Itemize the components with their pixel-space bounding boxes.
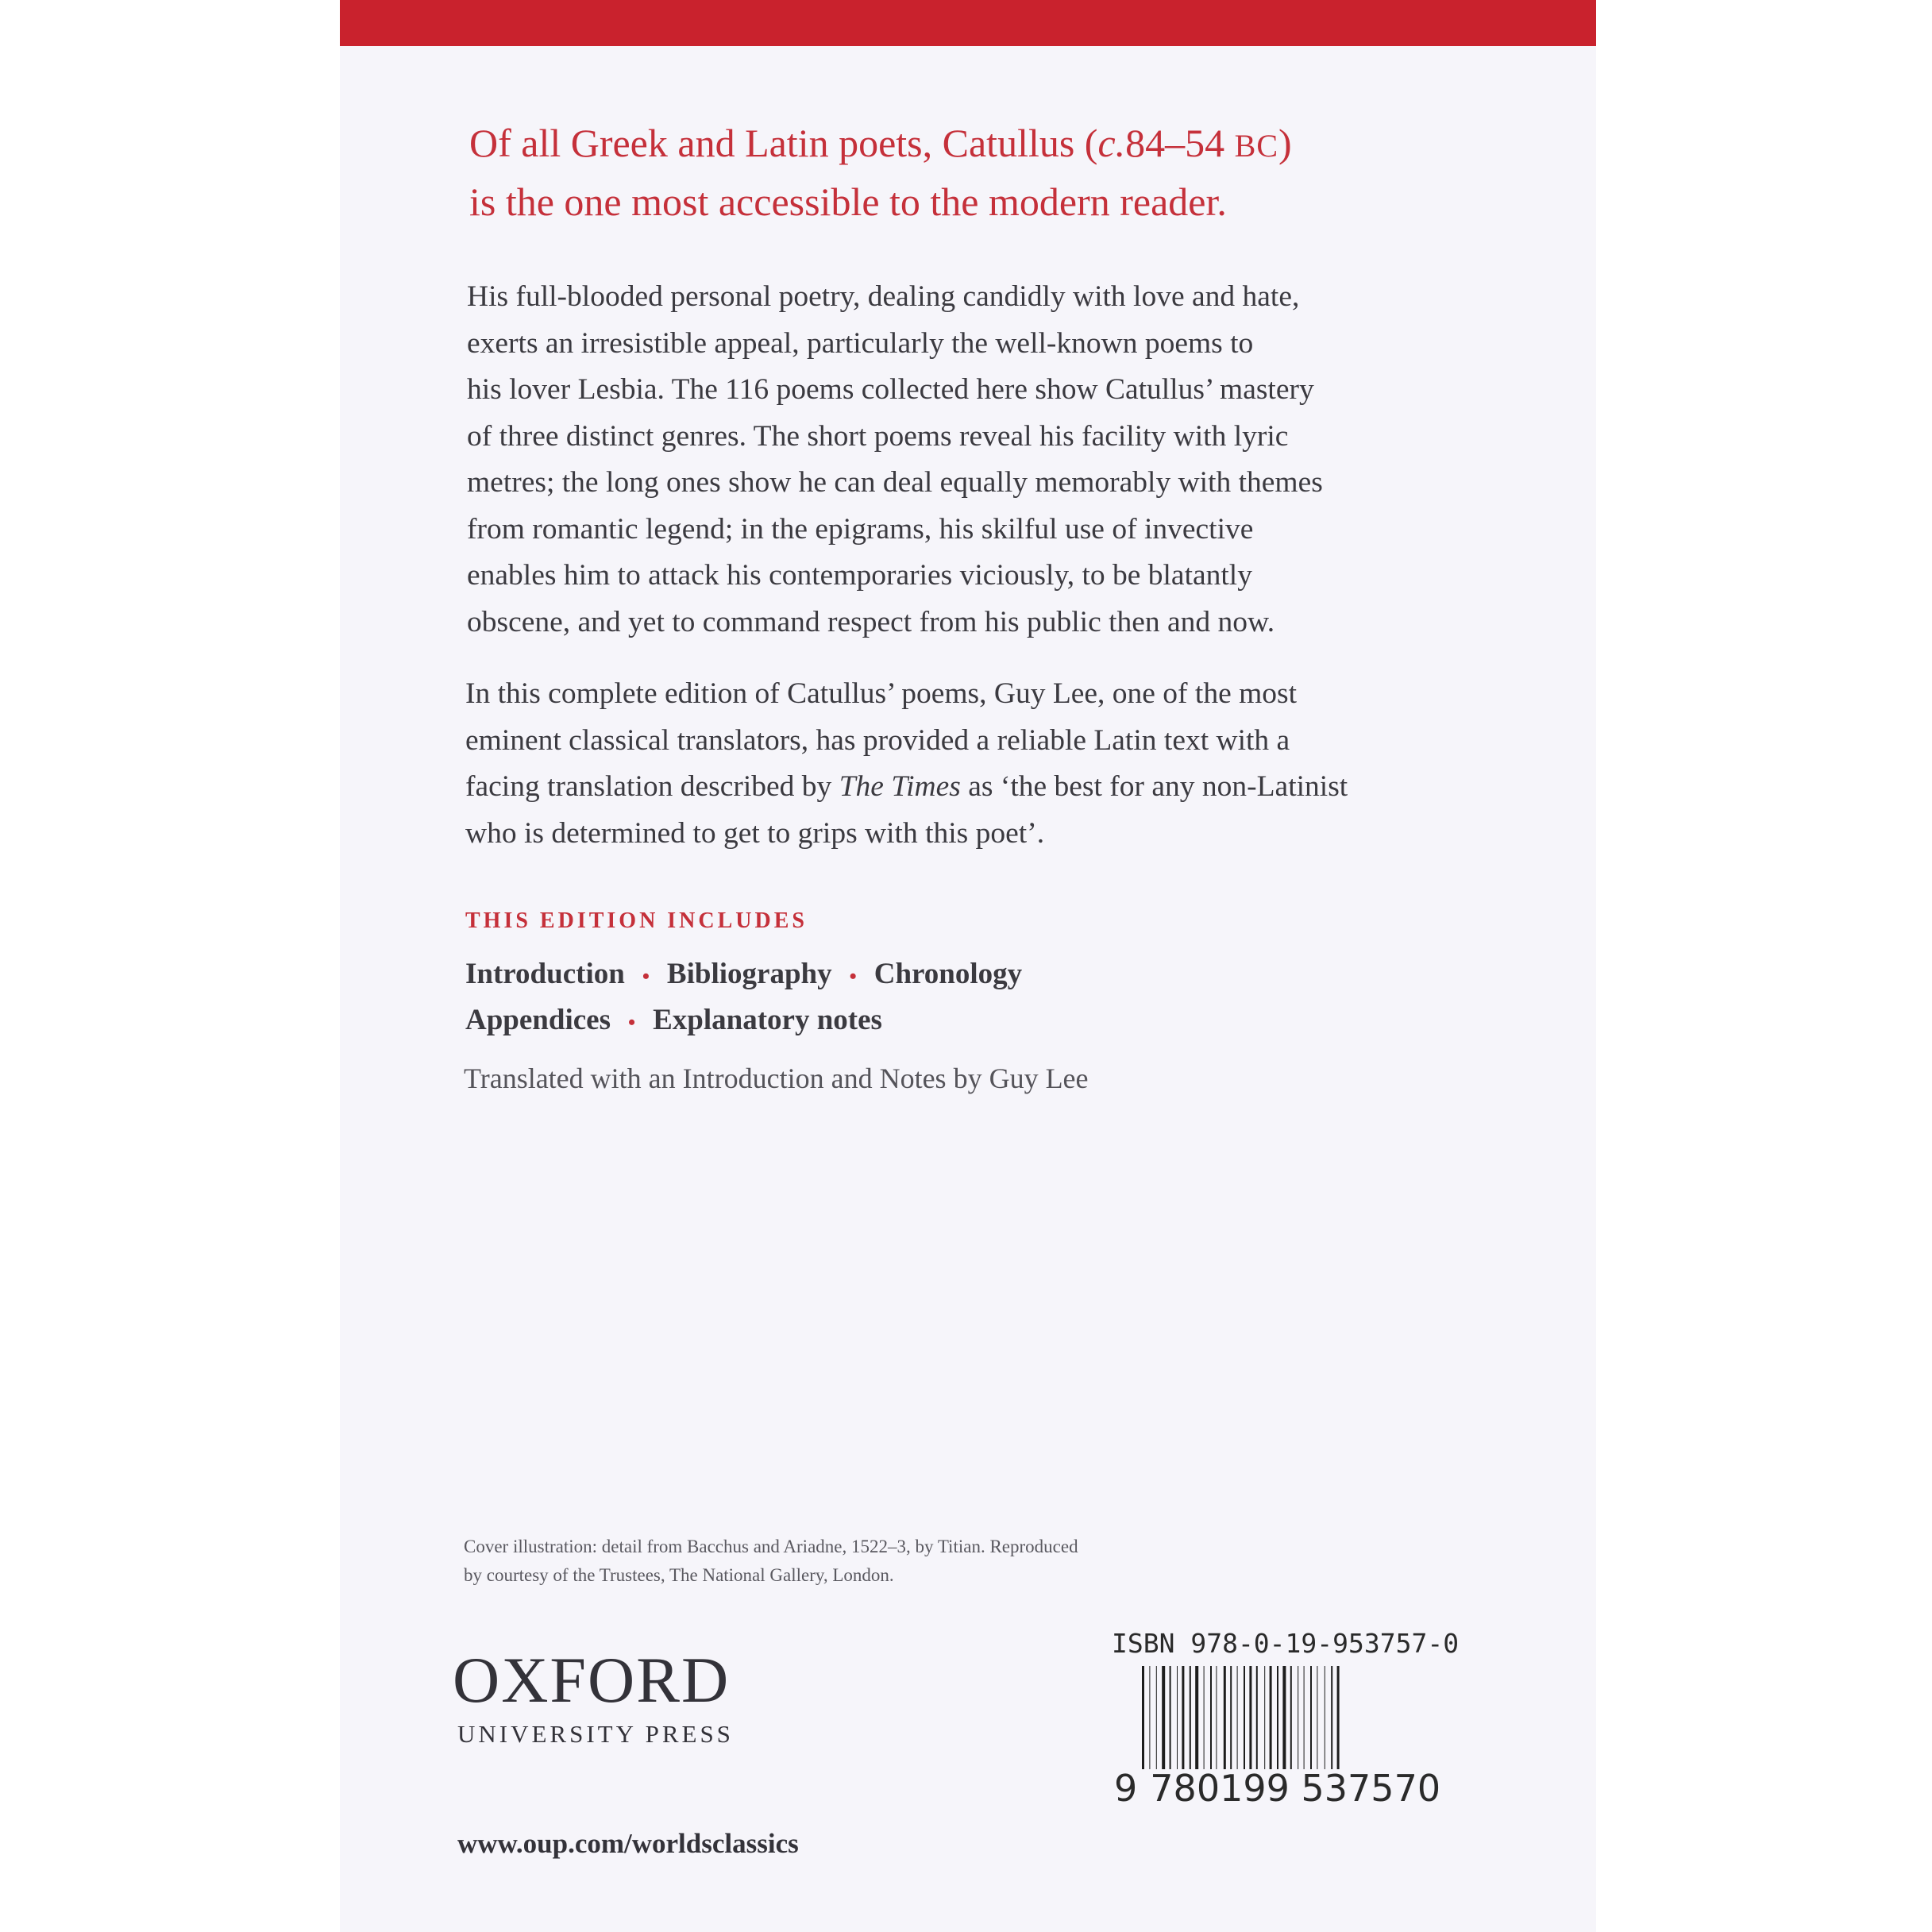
barcode-bar <box>1277 1666 1278 1769</box>
cover-illustration-credit: Cover illustration: detail from Bacchus and Ariadne, 1522–3, by Titian. Reproduced by courtesy of the Trustees, The National Gallery, London. <box>464 1537 1078 1585</box>
include-item-introduction: Introduction <box>465 958 625 990</box>
include-item-chronology: Chronology <box>873 958 1023 990</box>
isbn-label: ISBN 978-0-19-953757-0 <box>1112 1628 1460 1659</box>
headline <box>469 115 1502 229</box>
university-press-label: UNIVERSITY PRESS <box>457 1720 734 1748</box>
barcode-bar <box>1337 1666 1340 1769</box>
barcode-bar <box>1170 1666 1171 1769</box>
edition-paragraph: In this complete edition of Catullus’ poems, Guy Lee, one of the most eminent classical translators, has provided a reliable Latin text with a facing translation described by The Times as ‘the best for any non-Latinist who is determined to get to grips with this poet’. <box>465 677 1348 850</box>
barcode-bar <box>1249 1666 1251 1769</box>
barcode-bar <box>1149 1666 1150 1769</box>
barcode-bar <box>1142 1666 1144 1769</box>
barcode-bar <box>1204 1666 1205 1769</box>
barcode-digits: 9 780199 537570 <box>1114 1767 1441 1810</box>
includes-heading: THIS EDITION INCLUDES <box>465 908 808 933</box>
barcode-bar <box>1256 1666 1258 1769</box>
bullet-icon: • <box>642 965 650 989</box>
barcode-icon <box>1142 1666 1460 1769</box>
barcode-bar <box>1310 1666 1312 1769</box>
headline-line-2: is the one most accessible to the modern reader. <box>469 179 1227 224</box>
red-top-band <box>340 0 1596 46</box>
barcode-bar <box>1244 1666 1245 1769</box>
include-item-bibliography: Bibliography <box>666 958 832 990</box>
bullet-icon: • <box>849 965 857 989</box>
barcode-bar <box>1156 1666 1157 1769</box>
include-item-appendices: Appendices <box>465 1004 611 1037</box>
barcode-bar <box>1230 1666 1232 1769</box>
barcode-bar <box>1162 1666 1165 1769</box>
barcode-bar <box>1331 1666 1332 1769</box>
bullet-icon: • <box>627 1011 636 1035</box>
barcode-bar <box>1304 1666 1305 1769</box>
barcode-bar <box>1190 1666 1191 1769</box>
website-url: www.oup.com/worldsclassics <box>457 1828 799 1859</box>
barcode-bar <box>1282 1666 1286 1769</box>
barcode-bar <box>1264 1666 1265 1769</box>
the-times-title: The Times <box>839 770 961 803</box>
book-back-cover <box>340 0 1596 1932</box>
oxford-logo-wordmark: OXFORD <box>453 1644 731 1716</box>
barcode-bar <box>1177 1666 1178 1769</box>
description-paragraph: His full-blooded personal poetry, dealing candidly with love and hate, exerts an irresistible appeal, particularly the well-known poems to his lover Lesbia. The 116 poems collected here show Catullus’ mastery of three distinct genres. The short poems reveal his facility with lyric metres; the long ones show he can deal equally memorably with themes from romantic legend; in the epigrams, his skilful use of invective enables him to attack his contemporaries viciously, to be blatantly obscene, and yet to command respect from his public then and now. <box>467 280 1323 638</box>
headline-line-1: Of all Greek and Latin poets, Catullus (c.84–54 BC) <box>469 121 1292 165</box>
barcode-bar <box>1182 1666 1184 1769</box>
includes-list <box>465 952 1022 1044</box>
barcode-bar <box>1224 1666 1226 1769</box>
barcode-bar <box>1290 1666 1292 1769</box>
translator-credit: Translated with an Introduction and Notes by Guy Lee <box>464 1062 1089 1094</box>
barcode-bar <box>1210 1666 1212 1769</box>
include-item-explanatory-notes: Explanatory notes <box>653 1004 882 1037</box>
barcode-bar <box>1216 1666 1217 1769</box>
barcode-bar <box>1237 1666 1238 1769</box>
barcode-bar <box>1270 1666 1272 1769</box>
barcode-bar <box>1195 1666 1198 1769</box>
